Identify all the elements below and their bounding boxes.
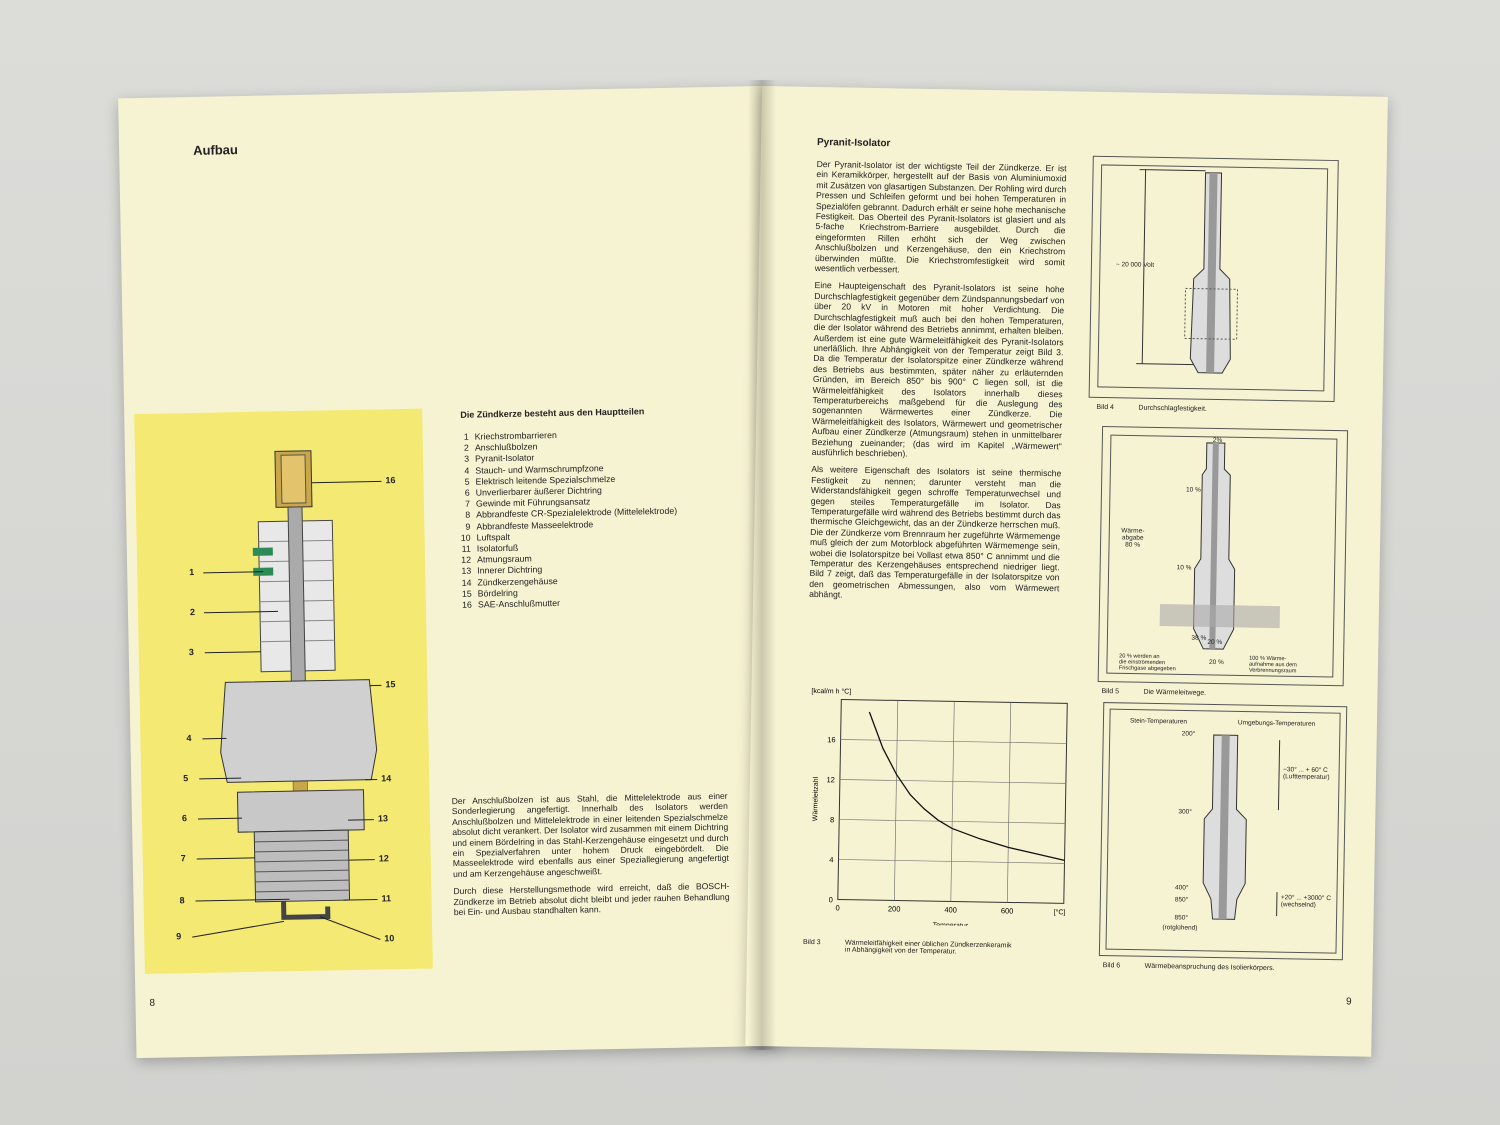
grid-line-x — [1007, 702, 1010, 902]
callout-2: 2 — [189, 606, 196, 618]
part-label: Stauch- und Warmschrumpfzone — [475, 462, 604, 476]
fig6-range-air: −30° ... + 60° C (Lufttemperatur) — [1282, 766, 1330, 782]
insulator-temperature-icon — [1100, 703, 1346, 959]
callout-13: 13 — [377, 813, 389, 824]
fig6-range-var: +20° ... +3000° C (wechselnd) — [1280, 894, 1331, 909]
chart-svg — [803, 683, 1073, 928]
y-tick-label: 16 — [827, 735, 836, 745]
fig6-t850a: 850° — [1174, 896, 1189, 904]
callout-11: 11 — [381, 893, 392, 904]
fig6-caption-text: Wärmebeanspruchung des Isolierkörpers. — [1144, 962, 1275, 973]
callout-6: 6 — [181, 813, 188, 824]
x-tick-label: 0 — [835, 903, 840, 913]
part-label: Abbrandfeste CR-Spezialelektrode (Mittelelektrode) — [476, 506, 678, 520]
fig5-caption-text: Die Wärmeleitwege. — [1143, 688, 1207, 697]
page-number-right: 9 — [1346, 996, 1352, 1008]
part-number: 5 — [464, 476, 470, 487]
x-tick-label: 600 — [1000, 906, 1014, 916]
section-title: Aufbau — [192, 142, 239, 158]
figure-5-box — [1098, 426, 1348, 686]
fig6-col-right: Umgebungs-Temperaturen — [1237, 719, 1316, 728]
chart-caption-label: Bild 3 — [802, 938, 821, 947]
heat-paths-icon — [1099, 427, 1347, 685]
x-axis-label: Temperatur — [932, 922, 969, 928]
fig4-voltage: ~ 20 000 Volt — [1115, 261, 1155, 269]
part-number: 1 — [463, 431, 469, 442]
part-number: 7 — [464, 498, 471, 509]
fig4-caption — [1096, 404, 1207, 413]
right-section-title: Pyranit-Isolator — [816, 136, 891, 150]
left-body-text — [452, 791, 730, 925]
spark-plug-illustration — [134, 409, 433, 974]
part-label: Anschlußbolzen — [474, 441, 538, 453]
fig6-t400: 400° — [1175, 884, 1189, 892]
callout-8: 8 — [179, 895, 185, 906]
chart-caption-text: Wärmeleitfähigkeit einer üblichen Zündkerzenkeramik in Abhängigkeit von der Temperatur. — [844, 939, 1012, 956]
fig5-label: Bild 5 — [1101, 688, 1120, 696]
y-axis-label: Wärmeleitzahl — [812, 776, 820, 822]
body-paragraph-2: Durch diese Herstellungsmethode wird erreicht, daß die BOSCH-Zündkerze im Betrieb absolut dicht bleibt und jeder rauhen Behandlung bei Ein- und Ausbau standhalten kann. — [453, 881, 730, 918]
part-label: Atmungsraum — [476, 553, 532, 565]
part-number: 3 — [464, 454, 470, 465]
part-number: 10 — [460, 532, 471, 543]
fig6-label: Bild 6 — [1102, 962, 1121, 970]
spark-plug-cutaway-icon — [134, 409, 433, 974]
grid-line-x — [951, 701, 954, 901]
y-tick-label: 12 — [826, 775, 835, 785]
fig6-t200: 200° — [1181, 730, 1196, 738]
callout-15: 15 — [385, 679, 396, 690]
part-label: Luftspalt — [476, 531, 510, 543]
fig5-pct-38: 38 % — [1191, 634, 1207, 642]
right-page — [745, 86, 1388, 1057]
part-number: 12 — [461, 554, 472, 566]
body-paragraph-1: Der Anschlußbolzen ist aus Stahl, die Mittelelektrode aus einer Sonderlegierung angefertigt. Innerhalb des Isolators werden Anschlußbolzen und Mittelelektrode in einer leitenden Spezialschmelze absolut dicht verankert. Der Isolator wird zusammen mit einem Dichtring und einem Bördelring in das Stahl-Kerzengehäuse eingesetzt und durch ein Spezialverfahren unter hohem Druck eingebördelt. Die Masseelektrode wird ebenfalls aus einer Speziallegierung angefertigt und am Kerzengehäuse angeschweißt. — [451, 790, 729, 879]
fig5-pct-10b: 10 % — [1176, 564, 1192, 572]
parts-heading: Die Zündkerze besteht aus den Hauptteilen — [460, 406, 645, 420]
left-page — [118, 86, 780, 1058]
y-axis-unit: [kcal/m h °C] — [811, 687, 852, 696]
grid-line-x — [894, 700, 897, 900]
fig6-glow: (rotglühend) — [1162, 924, 1198, 932]
callout-16: 16 — [385, 475, 396, 486]
part-label: Elektrisch leitende Spezialschmelze — [475, 473, 616, 487]
part-label: Unverlierbarer äußerer Dichtring — [475, 485, 602, 498]
fig5-pct-10a: 10 % — [1185, 486, 1201, 494]
part-label: SAE-Anschlußmutter — [477, 598, 561, 610]
callout-5: 5 — [183, 773, 189, 784]
page-number-left: 8 — [149, 997, 156, 1009]
part-number: 13 — [461, 566, 472, 577]
part-number: 8 — [465, 510, 471, 521]
part-label: Isolatorfuß — [476, 542, 519, 554]
figure-4-box — [1089, 156, 1339, 402]
part-number: 4 — [464, 465, 470, 476]
x-tick-label: 200 — [887, 904, 901, 914]
part-label: Bördelring — [477, 587, 518, 599]
y-tick-label: 8 — [829, 815, 835, 825]
callout-3: 3 — [188, 647, 194, 658]
callout-14: 14 — [381, 773, 392, 784]
right-paragraph-1: Der Pyranit-Isolator ist der wichtigste Teil der Zündkerze. Er ist ein Keramikkörper, hergestellt auf der Basis von Aluminiumoxid mit Zusätzen von glasartigen Substanzen. Der Rohling wird durch Pressen und Schleifen geformt und bei hohen Temperaturen in Spezialöfen gebrannt. Dadurch erhält er seine hohe mechanische Festigkeit. Das Oberteil des Pyranit-Isolators ist glasiert und als 5-fache Kriechstrom-Barriere ausgebildet. Durch die eingeformten Rillen erhöht sich der Weg zwischen Anschlußbolzen und Kerzengehäuse, den ein Kriechstrom überwinden müßte. Die Kriechstromfestigkeit wird somit wesentlich verbessert. — [814, 158, 1067, 275]
part-number: 14 — [461, 577, 472, 588]
fig5-pct-20: 20 % — [1207, 638, 1223, 647]
part-label: Pyranit-Isolator — [475, 452, 535, 464]
right-paragraph-3: Als weitere Eigenschaft des Isolators ist seine thermische Festigkeit zu nennen; darunter versteht man die Widerstandsfähigkeit gegen schroffe Temperaturwechsel und gegen steiles Temperaturgefälle im Isolator. Das Temperaturgefälle wird während des Betriebs bestimmt durch das thermische Gleichgewicht, das an der Zündkerze herrschen muß. Die der Zündkerze vom Brennraum her zugeführte Wärmemenge muß gleich der zum Motorblock abgeführten Wärmemenge sein, wobei die Isolatorspitze bei Vollast etwa 850° C annimmt und die Temperatur des Kerzengehäuses entsprechend niedriger liegt. Bild 7 zeigt, daß das Temperaturgefälle in der Isolatorspitze von den geometrischen Abmessungen, also vom Wärmewert abhängt. — [809, 464, 1062, 600]
fig5-pct-20b: 20 % — [1208, 658, 1224, 667]
right-body-text — [809, 159, 1067, 611]
fig4-label: Bild 4 — [1096, 403, 1115, 412]
book-gutter — [748, 80, 776, 1050]
callout-10: 10 — [384, 933, 395, 944]
fig5-note-right: 100 % Wärme- aufnahme aus dem Verbrennungsraum — [1248, 655, 1297, 675]
fig5-note-left: 20 % werden an die einströmenden Frischgase abgegeben — [1118, 653, 1176, 673]
figure-6-box — [1099, 702, 1347, 960]
part-label: Gewinde mit Führungsansatz — [475, 496, 591, 509]
fig5-caption — [1101, 688, 1206, 697]
part-number: 16 — [462, 599, 473, 610]
fig5-pct-top: 2% — [1212, 436, 1223, 445]
x-tick-label: 400 — [944, 905, 957, 915]
part-label: Abbrandfeste Masseelektrode — [476, 518, 594, 532]
callout-4: 4 — [186, 733, 192, 744]
part-number: 9 — [465, 521, 471, 532]
x-axis-unit: [°C] — [1053, 909, 1066, 917]
fig6-caption — [1103, 962, 1275, 972]
fig6-t300: 300° — [1178, 808, 1192, 816]
part-label: Kriechstrombarrieren — [474, 430, 557, 442]
fig6-col-left: Stein-Temperaturen — [1129, 717, 1188, 726]
thermal-conductivity-chart — [803, 683, 1074, 958]
parts-list — [455, 427, 738, 612]
part-number: 6 — [464, 487, 470, 498]
callout-7: 7 — [180, 853, 186, 864]
chart-caption — [803, 939, 1069, 958]
part-number: 15 — [461, 588, 472, 599]
part-label: Innerer Dichtring — [477, 564, 543, 576]
fig5-pct-abgabe: Wärme- abgabe 80 % — [1121, 527, 1145, 549]
callout-1: 1 — [189, 566, 195, 578]
part-number: 11 — [461, 543, 471, 554]
fig4-caption-text: Durchschlagfestigkeit. — [1138, 404, 1207, 413]
y-tick-label: 0 — [828, 895, 833, 905]
fig6-t850b: 850° — [1174, 914, 1189, 922]
right-paragraph-2: Eine Haupteigenschaft des Pyranit-Isolators ist seine hohe Durchschlagfestigkeit gegenüber dem Zündspannungsbedarf von über 20 kV in Motoren mit hoher Verdichtung. Die Durchschlagfestigkeit muß auch bei den hohen Temperaturen, die der Isolator während des Betriebs annimmt, erhalten bleiben. Außerdem ist eine gute Wärmeleitfähigkeit des Pyranit-Isolators unerläßlich. Ihre Abhängigkeit von der Temperatur zeigt Bild 3. Da die Temperatur der Isolatorspitze einer Zündkerze während des Betriebs aus bestimmten, später näher zu erläuternden Gründen, im Bereich 850° bis 900° C liegen soll, ist die Wärmeleitfähigkeit des Isolators innerhalb dieses Temperaturbereichs maßgebend für die Auslegung des sogenannten Wärmewertes einer Zündkerze. Die Wärmeleitfähigkeit des Isolators, Wärmewert und geometrischer Aufbau einer Zündkerze (Atmungsraum) stehen in unmittelbarer Beziehung zueinander; (das wird im Kapitel „Wärmewert" ausführlich beschrieben). — [811, 280, 1065, 459]
callout-9: 9 — [176, 931, 182, 942]
part-label: Zündkerzengehäuse — [477, 575, 558, 588]
y-tick-label: 4 — [829, 855, 834, 865]
callout-12: 12 — [378, 853, 389, 864]
part-number: 2 — [463, 442, 469, 453]
breakdown-strength-icon — [1090, 157, 1338, 401]
